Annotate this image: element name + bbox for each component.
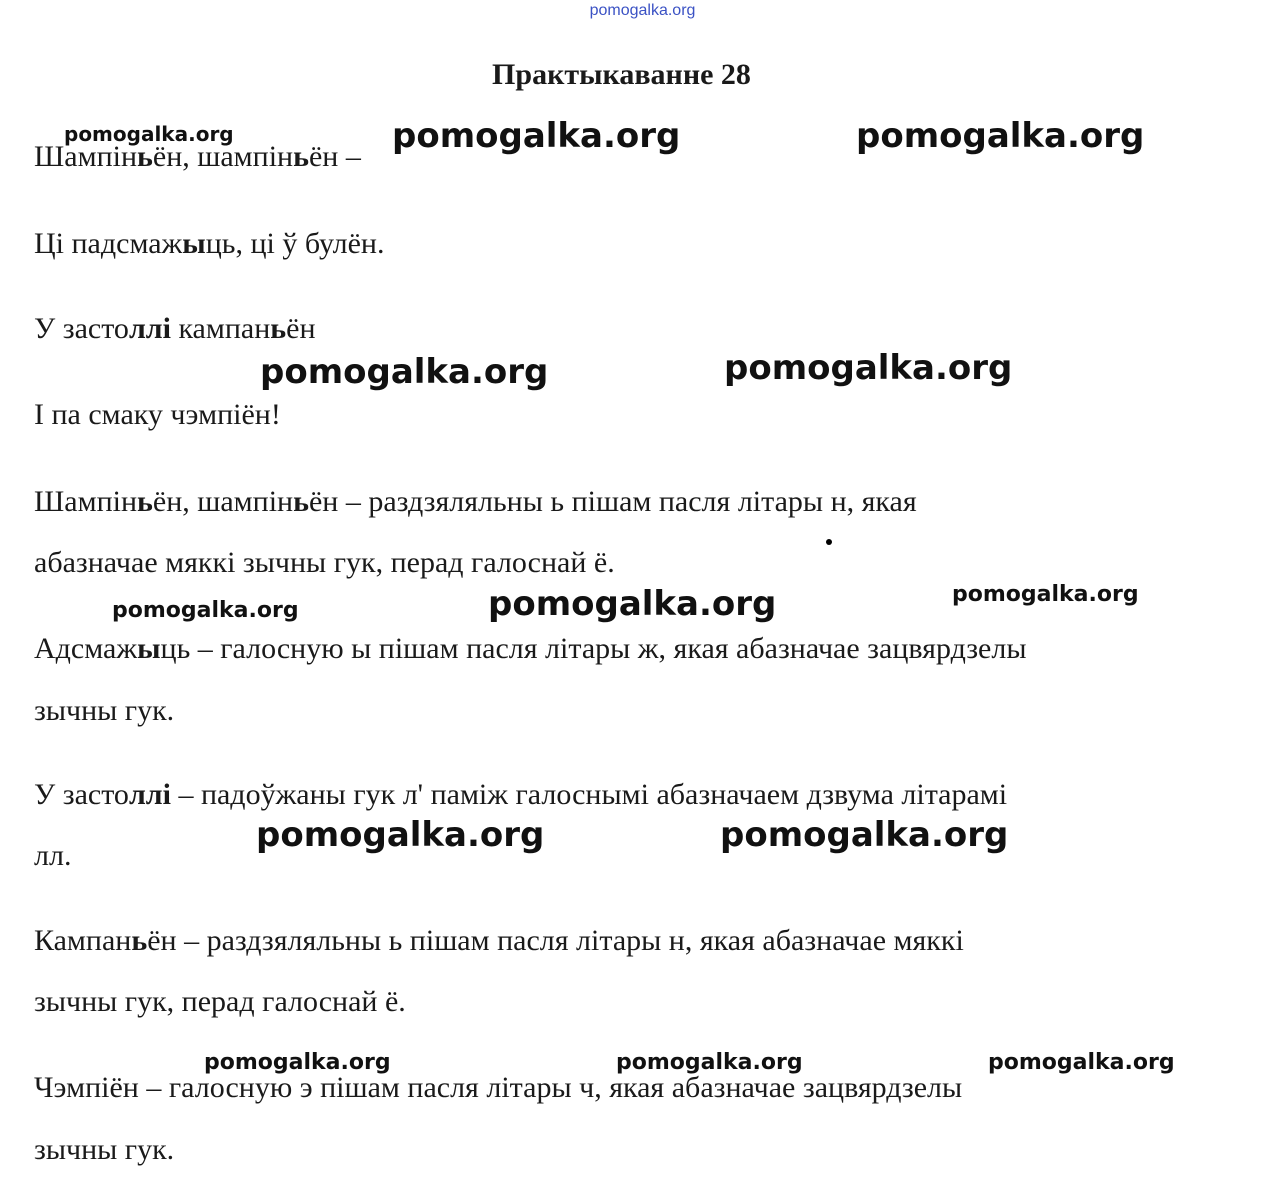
watermark: pomogalka.org: [856, 116, 1145, 156]
explanation-1-line-1: Шампіньён, шампіньён – раздзяляльны ь пішам пасля літары н, якая: [34, 485, 917, 518]
watermark: pomogalka.org: [256, 815, 545, 855]
poem-line-1: Шампіньён, шампіньён –: [34, 140, 361, 173]
explanation-2-line-2: зычны гук.: [34, 694, 175, 727]
watermark: pomogalka.org: [720, 815, 1009, 855]
watermark: pomogalka.org: [392, 116, 681, 156]
watermark: pomogalka.org: [616, 1050, 803, 1075]
explanation-2-line-1: Адсмажыць – галосную ы пішам пасля літары ж, якая абазначае зацвярдзелы: [34, 632, 1027, 665]
watermark: pomogalka.org: [260, 352, 549, 392]
explanation-3-line-2: лл.: [34, 839, 72, 872]
watermark: pomogalka.org: [204, 1050, 391, 1075]
watermark: pomogalka.org: [112, 598, 299, 623]
watermark: pomogalka.org: [952, 582, 1139, 607]
watermark: pomogalka.org: [724, 348, 1013, 388]
explanation-1-line-2: абазначае мяккі зычны гук, перад галоснай ё.: [34, 546, 615, 579]
watermark: pomogalka.org: [988, 1050, 1175, 1075]
poem-line-3: У застоллі кампаньён: [34, 312, 316, 345]
watermark: pomogalka.org: [488, 584, 777, 624]
explanation-4-line-2: зычны гук, перад галоснай ё.: [34, 985, 406, 1018]
watermark: pomogalka.org: [64, 122, 234, 146]
top-watermark: pomogalka.org: [589, 2, 696, 19]
explanation-5-line-2: зычны гук.: [34, 1133, 175, 1166]
stray-dot: [826, 539, 832, 545]
explanation-4-line-1: Кампаньён – раздзяляльны ь пішам пасля літары н, якая абазначае мяккі: [34, 924, 964, 957]
page-title: Практыкаванне 28: [492, 58, 751, 91]
explanation-5-line-1: Чэмпіён – галосную э пішам пасля літары ч, якая абазначае зацвярдзелы: [34, 1071, 963, 1104]
explanation-3-line-1: У застоллі – падоўжаны гук л' паміж галоснымі абазначаем дзвума літарамі: [34, 778, 1008, 811]
poem-line-4: І па смаку чэмпіён!: [34, 398, 281, 431]
poem-line-2: Ці падсмажыць, ці ў булён.: [34, 227, 385, 260]
